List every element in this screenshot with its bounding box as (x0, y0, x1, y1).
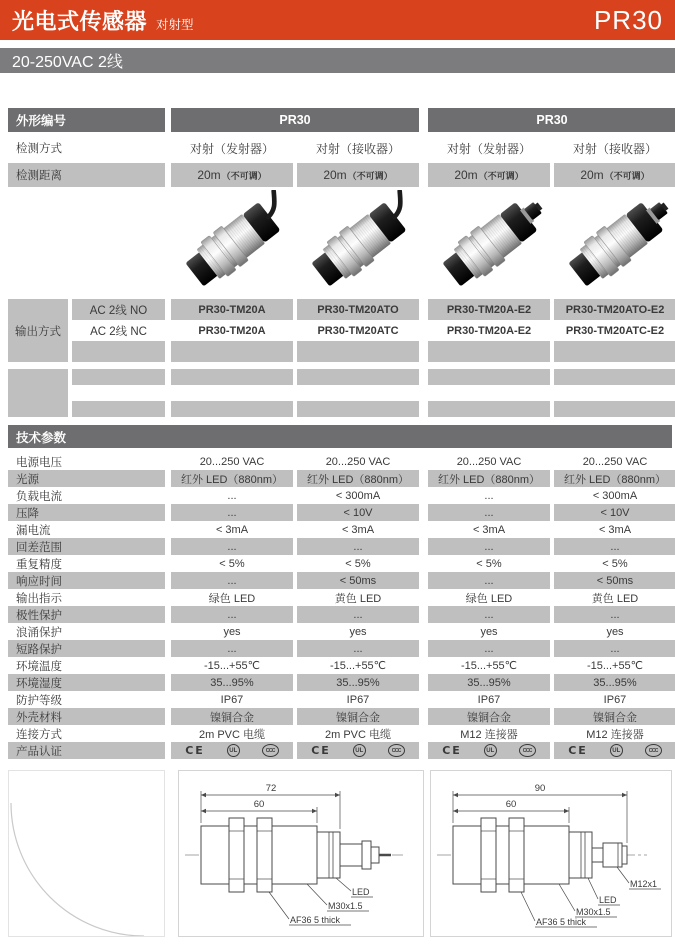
spec-value: ... (171, 504, 293, 521)
spec-row (8, 470, 672, 487)
detection-method-value: 对射（发射器） (189, 141, 274, 156)
distance-main: 20m (454, 168, 478, 182)
product-photo-connector (554, 187, 675, 297)
empty-cell (428, 369, 550, 385)
spec-label: 输出指示 (16, 592, 62, 605)
spec-value: 2m PVC 电缆 (324, 728, 391, 741)
spec-value: 黄色 LED (591, 592, 639, 605)
overview-section (8, 108, 672, 417)
spec-label: 压降 (8, 504, 165, 521)
spec-label: 漏电流 (16, 524, 51, 537)
spec-row (8, 487, 672, 504)
spec-value: < 5% (602, 557, 628, 570)
spec-value: 20...250 VAC (325, 455, 391, 468)
spec-value: ... (171, 538, 293, 555)
model-code: PR30 (593, 4, 663, 35)
ul-mark-icon: UL (610, 744, 623, 757)
spec-row (8, 555, 672, 572)
shape-header-label: 外形编号 (8, 108, 165, 132)
shape-header-row (8, 108, 672, 132)
led-label: LED (599, 895, 617, 905)
product-photo-cable (297, 187, 419, 297)
dimension-drawing-cable (178, 770, 424, 937)
spec-label: 负载电流 (16, 490, 62, 503)
spec-value: < 3mA (598, 523, 632, 536)
product-photo-row (8, 187, 672, 297)
spec-value: M12 连接器 (586, 728, 644, 741)
spec-row (8, 691, 672, 708)
spec-value: -15...+55℃ (460, 660, 518, 672)
spec-value: ... (428, 538, 550, 555)
detection-distance-label: 检测距离 (8, 163, 165, 187)
distance-main: 20m (580, 168, 604, 182)
detection-distance-value (428, 163, 550, 187)
spec-value: ... (428, 640, 550, 657)
dim-total-value: 90 (534, 783, 546, 794)
ce-mark-icon: CE (311, 744, 331, 757)
distance-note: （不可调） (347, 170, 393, 181)
model-number: PR30-TM20A (198, 324, 266, 337)
detection-method-row (8, 135, 672, 161)
distance-note: （不可调） (604, 170, 650, 181)
spec-value: yes (349, 625, 367, 638)
detection-distance-row (8, 163, 672, 187)
nut-label: AF36 5 thick (536, 917, 587, 927)
spec-value: 20...250 VAC (582, 455, 648, 468)
ce-mark-icon: CE (442, 744, 462, 757)
spec-label: 短路保护 (8, 640, 165, 657)
ce-mark-icon: CE (185, 744, 205, 757)
spec-value: 35...95% (554, 674, 675, 691)
spec-value: ... (297, 606, 419, 623)
model-number: PR30-TM20ATO-E2 (554, 299, 675, 320)
spec-label: 防护等级 (16, 694, 62, 707)
page-corner-decoration (8, 770, 165, 937)
group-header-1: PR30 (171, 108, 419, 132)
output-block (8, 299, 672, 362)
spec-value: 红外 LED（880nm） (428, 470, 550, 487)
spec-row (8, 606, 672, 623)
spec-value: < 300mA (592, 489, 638, 502)
model-number: PR30-TM20A-E2 (428, 299, 550, 320)
corner-arc (9, 771, 164, 936)
spec-value: ... (297, 538, 419, 555)
output-type: AC 2线 NC (90, 325, 147, 338)
spec-value: ... (227, 489, 237, 502)
spec-value: 镍铜合金 (297, 708, 419, 725)
empty-cell (297, 341, 419, 362)
specs-section-header (8, 425, 672, 448)
detection-method-value: 对射（接收器） (315, 141, 400, 156)
empty-label (8, 369, 68, 417)
spec-label: 环境温度 (16, 660, 62, 673)
series-bar (0, 48, 675, 73)
output-block-empty (8, 369, 672, 417)
spec-label: 光源 (8, 470, 165, 487)
ccc-mark-icon: CCC (262, 744, 279, 757)
empty-cell (171, 369, 293, 385)
certification-row (8, 742, 672, 759)
model-number: PR30-TM20ATC (317, 324, 399, 337)
spec-value: ... (554, 538, 675, 555)
empty-cell (428, 341, 550, 362)
spec-value: 35...95% (428, 674, 550, 691)
spec-value: -15...+55℃ (203, 660, 261, 672)
spec-value: 2m PVC 电缆 (198, 728, 265, 741)
spec-label: 电源电压 (16, 456, 62, 469)
empty-cell (297, 401, 419, 417)
spec-row (8, 589, 672, 606)
certification-label: 产品认证 (8, 742, 165, 759)
model-number: PR30-TM20ATC-E2 (565, 324, 665, 337)
nut-label: AF36 5 thick (290, 915, 341, 925)
spec-label: 环境湿度 (8, 674, 165, 691)
empty-cell (297, 369, 419, 385)
dim-inner-value: 60 (253, 799, 265, 810)
model-number: PR30-TM20ATO (297, 299, 419, 320)
product-photo-cable (171, 187, 293, 297)
spec-value: ... (428, 504, 550, 521)
spec-value: < 10V (297, 504, 419, 521)
empty-cell (171, 341, 293, 362)
certification-marks (171, 742, 293, 759)
distance-note: （不可调） (478, 170, 524, 181)
spec-value: < 10V (554, 504, 675, 521)
spec-value: < 3mA (472, 523, 506, 536)
spec-label: 连接方式 (16, 728, 62, 741)
ce-mark-icon: CE (568, 744, 588, 757)
spec-row (8, 521, 672, 538)
spec-value: -15...+55℃ (329, 660, 387, 672)
detection-method-value: 对射（发射器） (446, 141, 531, 156)
empty-cell (171, 401, 293, 417)
spec-value: 绿色 LED (208, 592, 256, 605)
spec-value: yes (480, 625, 498, 638)
spec-row (8, 504, 672, 521)
spec-label: 浪涌保护 (16, 626, 62, 639)
spec-value: 20...250 VAC (456, 455, 522, 468)
spec-value: M12 连接器 (460, 728, 518, 741)
spec-value: ... (428, 572, 550, 589)
page-title: 光电式传感器 (12, 8, 148, 34)
spec-row (8, 453, 672, 470)
spec-value: < 5% (345, 557, 371, 570)
spec-value: ... (171, 572, 293, 589)
empty-cell (554, 341, 675, 362)
thread-label: M30x1.5 (328, 901, 363, 911)
product-photo-connector (428, 187, 550, 297)
spec-value: ... (554, 640, 675, 657)
spec-value: 红外 LED（880nm） (297, 470, 419, 487)
spec-value: < 5% (476, 557, 502, 570)
spec-value: -15...+55℃ (586, 660, 644, 672)
spec-value: ... (428, 606, 550, 623)
spec-value: IP67 (220, 693, 244, 706)
spec-value: 35...95% (297, 674, 419, 691)
ul-mark-icon: UL (484, 744, 497, 757)
spec-value: < 3mA (341, 523, 375, 536)
spec-value: IP67 (477, 693, 501, 706)
spec-value: yes (606, 625, 624, 638)
led-label: LED (352, 887, 370, 897)
distance-main: 20m (197, 168, 221, 182)
spec-value: ... (554, 606, 675, 623)
spec-row (8, 572, 672, 589)
output-label: 输出方式 (8, 299, 68, 362)
spec-value: 红外 LED（880nm） (554, 470, 675, 487)
model-number: PR30-TM20A-E2 (446, 324, 532, 337)
spec-value: 35...95% (171, 674, 293, 691)
spec-value: 黄色 LED (334, 592, 382, 605)
spec-row (8, 657, 672, 674)
spec-label: 响应时间 (8, 572, 165, 589)
spec-value: yes (223, 625, 241, 638)
spec-value: IP67 (603, 693, 627, 706)
spec-row (8, 623, 672, 640)
empty-cell (72, 341, 165, 362)
header-bar (0, 0, 675, 40)
plug-label: M12x1 (630, 879, 658, 889)
spec-row (8, 674, 672, 691)
detection-distance-value (554, 163, 675, 187)
ul-mark-icon: UL (353, 744, 366, 757)
distance-main: 20m (323, 168, 347, 182)
spec-value: < 3mA (215, 523, 249, 536)
spec-label: 重复精度 (16, 558, 62, 571)
dim-inner-value: 60 (505, 799, 517, 810)
empty-cell (72, 401, 165, 417)
spec-value: 绿色 LED (465, 592, 513, 605)
certification-marks (428, 742, 550, 759)
empty-cell (428, 401, 550, 417)
spec-label: 外壳材料 (8, 708, 165, 725)
spec-value: < 5% (219, 557, 245, 570)
spec-label: 极性保护 (8, 606, 165, 623)
distance-note: （不可调） (221, 170, 267, 181)
output-type: AC 2线 NO (72, 299, 165, 320)
ccc-mark-icon: CCC (645, 744, 662, 757)
drawings-row (8, 770, 672, 937)
spec-value: ... (171, 606, 293, 623)
detection-distance-value (297, 163, 419, 187)
page-subtitle: 对射型 (156, 17, 194, 32)
spec-value: 20...250 VAC (199, 455, 265, 468)
model-number: PR30-TM20A (171, 299, 293, 320)
detection-method-value: 对射（接收器） (572, 141, 657, 156)
detection-distance-value (171, 163, 293, 187)
spec-value: IP67 (346, 693, 370, 706)
dim-total-value: 72 (265, 783, 277, 794)
spec-value: 镍铜合金 (428, 708, 550, 725)
spec-value: 镍铜合金 (171, 708, 293, 725)
group-header-2: PR30 (428, 108, 675, 132)
ul-mark-icon: UL (227, 744, 240, 757)
spec-row (8, 538, 672, 555)
thread-label: M30x1.5 (576, 907, 611, 917)
spec-label: 回差范围 (8, 538, 165, 555)
empty-cell (554, 401, 675, 417)
spec-value: ... (171, 640, 293, 657)
spec-value: ... (297, 640, 419, 657)
series-label: 20-250VAC 2线 (12, 54, 123, 71)
empty-cell (72, 369, 165, 385)
empty-cell (554, 369, 675, 385)
dimension-drawing-connector (430, 770, 672, 937)
spec-value: 红外 LED（880nm） (171, 470, 293, 487)
detection-method-label: 检测方式 (16, 143, 62, 155)
spec-row (8, 725, 672, 742)
spec-value: 镍铜合金 (554, 708, 675, 725)
spec-value: ... (484, 489, 494, 502)
spec-row (8, 640, 672, 657)
specs-section-title: 技术参数 (16, 430, 67, 445)
certification-marks (554, 742, 675, 759)
spec-row (8, 708, 672, 725)
title-group (12, 5, 194, 36)
certification-marks (297, 742, 419, 759)
spec-value: < 50ms (554, 572, 675, 589)
specs-section (8, 453, 672, 759)
ccc-mark-icon: CCC (519, 744, 536, 757)
spec-value: < 300mA (335, 489, 381, 502)
ccc-mark-icon: CCC (388, 744, 405, 757)
spec-value: < 50ms (297, 572, 419, 589)
